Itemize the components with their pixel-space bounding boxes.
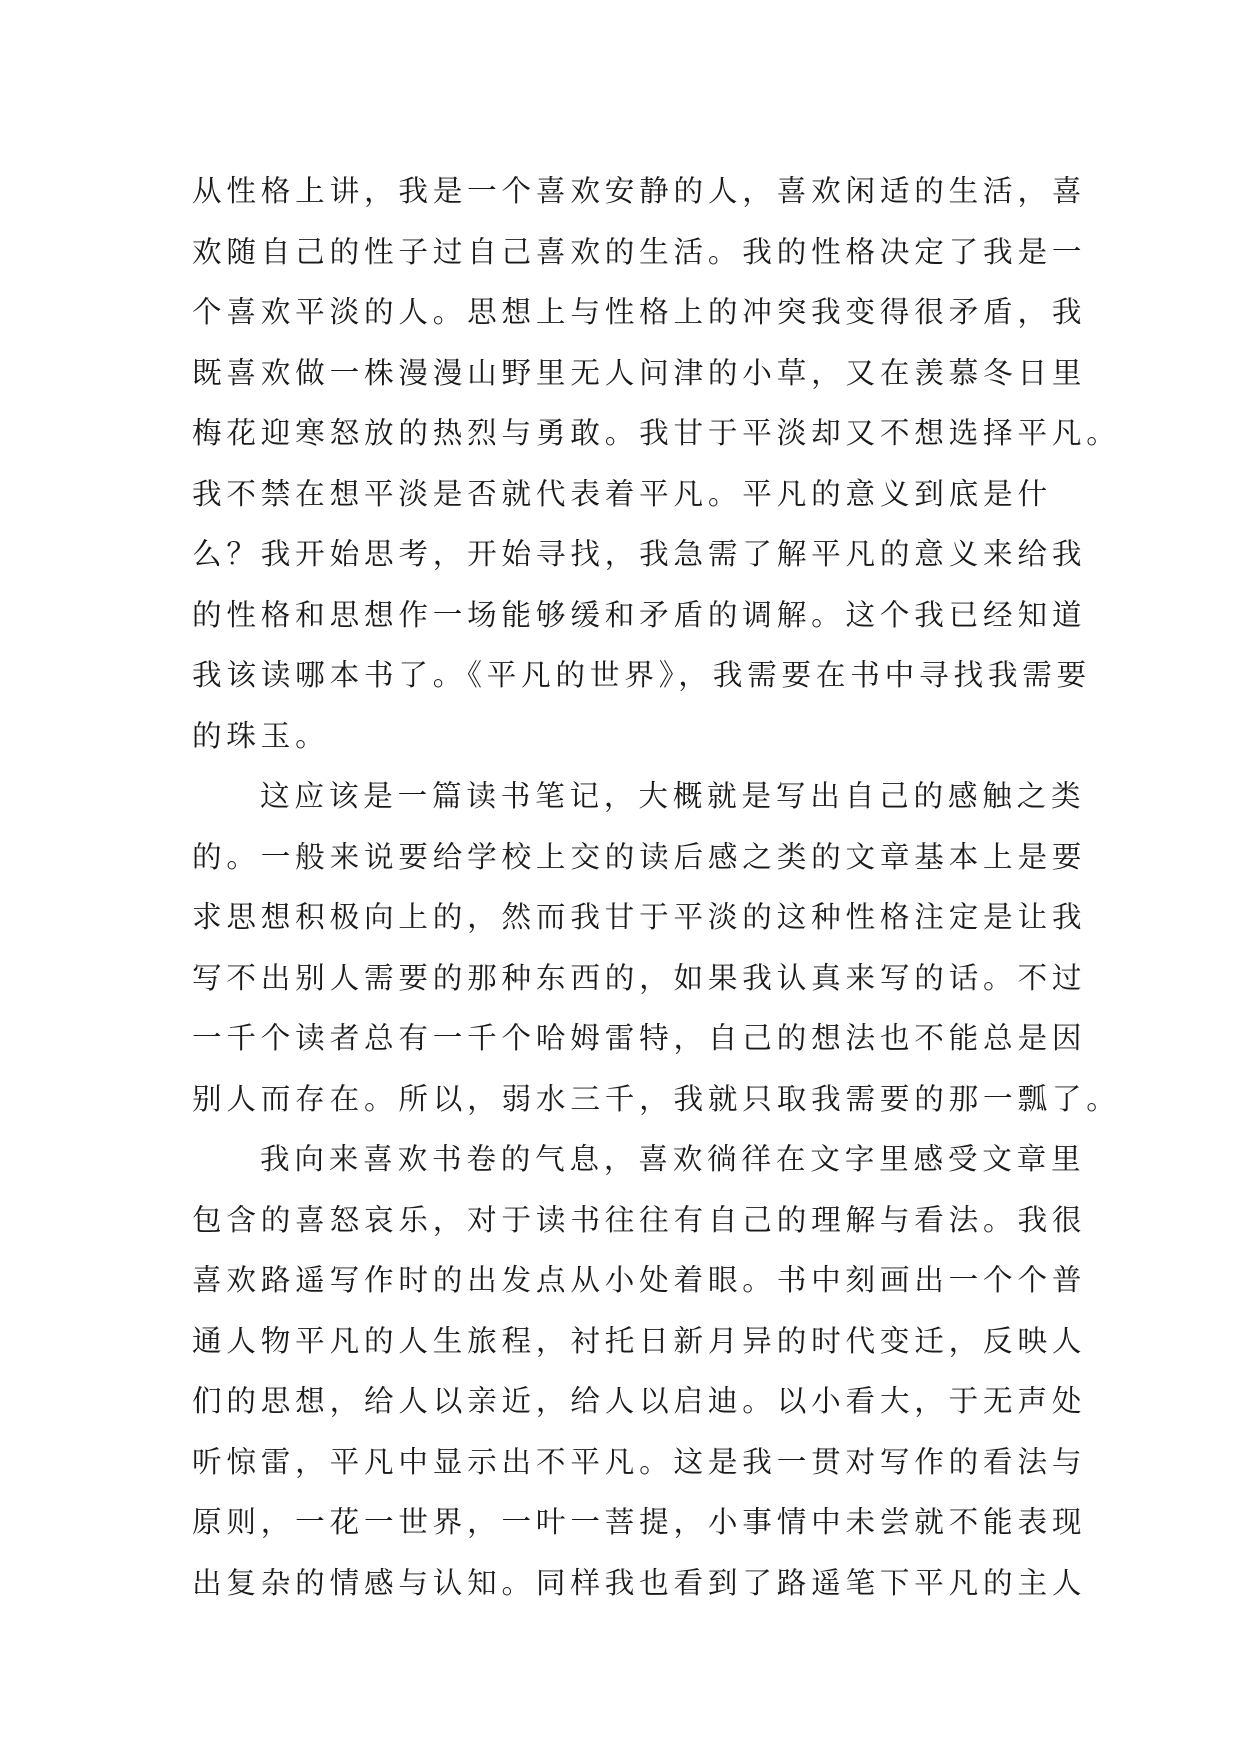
text-line: 写不出别人需要的那种东西的，如果我认真来写的话。不过 (192, 960, 1087, 995)
text-line: 的。一般来说要给学校上交的读后感之类的文章基本上是要 (192, 839, 1087, 874)
text-line: 既喜欢做一株漫漫山野里无人问津的小草，又在羡慕冬日里 (192, 355, 1087, 390)
text-line: 欢随自己的性子过自己喜欢的生活。我的性格决定了我是一 (192, 234, 1087, 269)
paragraph-start-line: 我向来喜欢书卷的气息，喜欢徜徉在文字里感受文章里 (260, 1142, 1086, 1176)
text-line: 听惊雷，平凡中显示出不平凡。这是我一贯对写作的看法与 (192, 1444, 1087, 1479)
text-line: 包含的喜怒哀乐，对于读书往往有自己的理解与看法。我很 (192, 1202, 1087, 1237)
text-line: 们的思想，给人以亲近，给人以启迪。以小看大，于无声处 (192, 1384, 1087, 1418)
text-line: 出复杂的情感与认知。同样我也看到了路遥笔下平凡的主人 (192, 1565, 1087, 1600)
text-line: 个喜欢平淡的人。思想上与性格上的冲突我变得很矛盾，我 (192, 295, 1087, 329)
text-line: 么？我开始思考，开始寻找，我急需了解平凡的意义来给我 (192, 537, 1087, 571)
paragraph-start-line: 这应该是一篇读书笔记，大概就是写出自己的感触之类 (260, 779, 1086, 813)
text-line: 求思想积极向上的，然而我甘于平淡的这种性格注定是让我 (192, 900, 1087, 934)
text-line: 别人而存在。所以，弱水三千，我就只取我需要的那一瓢了。 (192, 1081, 1121, 1116)
text-line: 通人物平凡的人生旅程，衬托日新月异的时代变迁，反映人 (192, 1323, 1087, 1358)
text-line: 的性格和思想作一场能够缓和矛盾的调解。这个我已经知道 (192, 597, 1087, 632)
text-line: 一千个读者总有一千个哈姆雷特，自己的想法也不能总是因 (192, 1021, 1087, 1055)
text-line: 原则，一花一世界，一叶一菩提，小事情中未尝就不能表现 (192, 1505, 1087, 1539)
text-line: 我该读哪本书了。《平凡的世界》，我需要在书中寻找我需要 (192, 658, 1092, 692)
text-line: 从性格上讲，我是一个喜欢安静的人，喜欢闲适的生活，喜 (192, 174, 1087, 208)
text-line: 的珠玉。 (192, 718, 330, 753)
text-line: 喜欢路遥写作时的出发点从小处着眼。书中刻画出一个个普 (192, 1263, 1087, 1297)
text-line: 我不禁在想平淡是否就代表着平凡。平凡的意义到底是什 (192, 476, 1052, 511)
body-text (192, 161, 1121, 1613)
text-line: 梅花迎寒怒放的热烈与勇敢。我甘于平淡却又不想选择平凡。 (192, 416, 1121, 450)
